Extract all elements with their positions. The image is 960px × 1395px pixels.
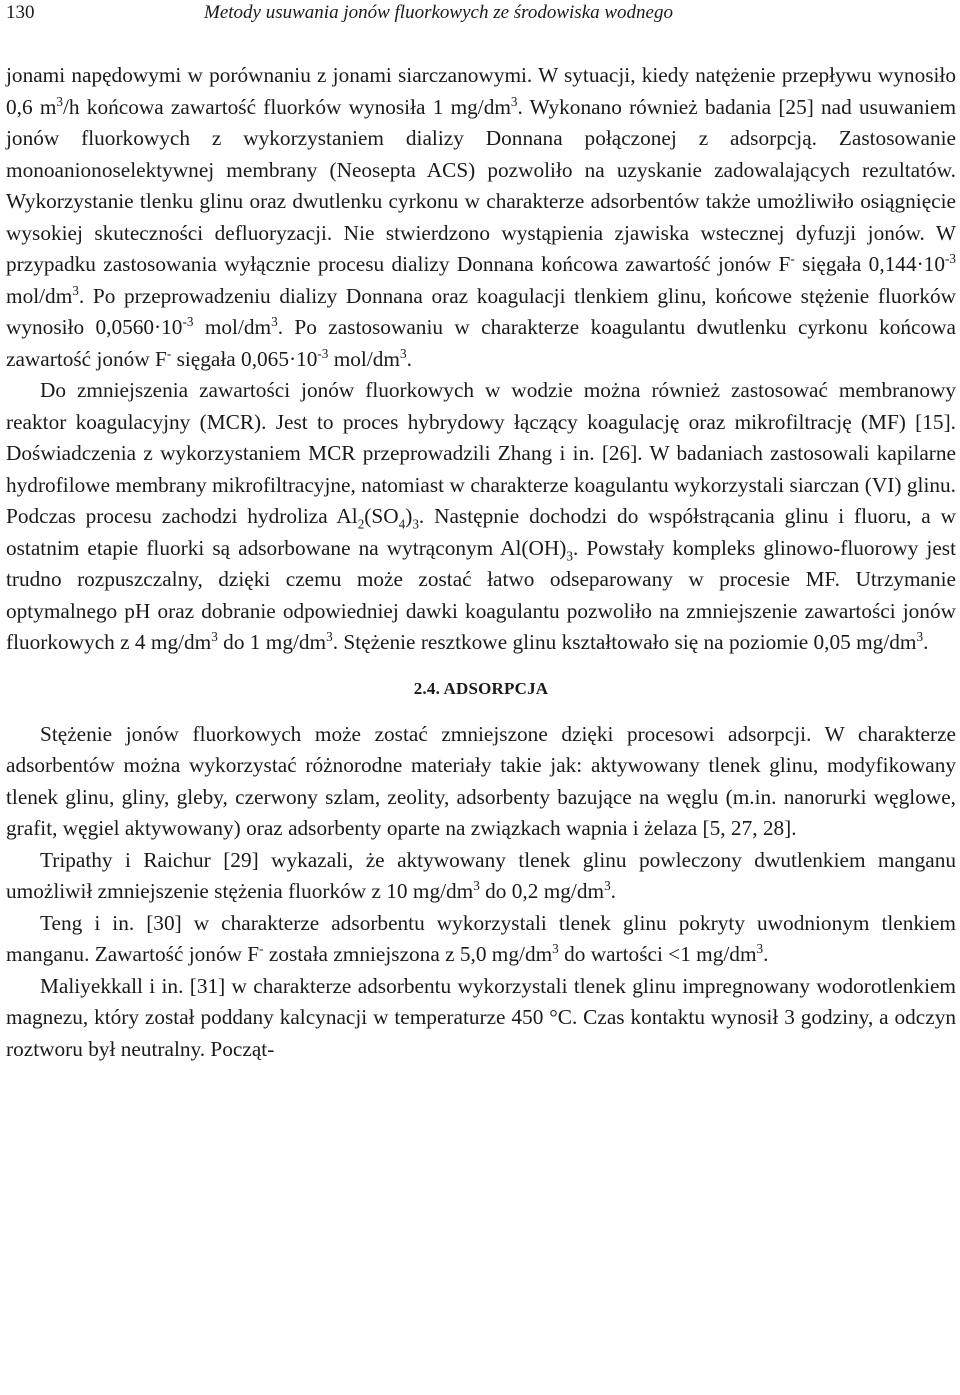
superscript: - [166,345,172,361]
text-run: sięgała 0,144·10 [794,252,945,276]
superscript: 3 [211,628,218,644]
superscript: 3 [326,628,333,644]
text-run: Tripathy i Raichur [29] wykazali, że aktywowany tlenek glinu powleczony dwutlenkiem manganu umożliwił zmniejszenie stężenia fluorków z 10 mg/dm [6,847,956,903]
running-title: Metody usuwania jonów fluorkowych ze środowiska wodnego [204,2,673,23]
paragraph-adsorption-intro [6,719,956,845]
text-run: . [923,630,929,654]
text-run: do 0,2 mg/dm [479,879,605,903]
section-heading: 2.4. ADSORPCJA [413,678,549,698]
text-run: . Następnie dochodzi do współstrącania glinu i fluoru, a w ostatnim etapie fluorki są adsorbowane na wytrąconym Al(OH) [6,504,956,560]
paragraph-maliyekkall [6,971,956,1066]
text-run: . Po zastosowaniu w charakterze koagulantu dwutlenku cyrkonu końcowa zawartość jonów F [6,315,956,371]
body-text [6,60,956,1065]
text-run: . Powstały kompleks glinowo-fluorowy jest trudno rozpuszczalny, dzięki czemu może zostać łatwo odseparowany w procesie MF. Utrzymanie optymalnego pH oraz dobranie odpowiedniej dawki koagulantu pozwoliło na zmniejszenie zawartości jonów fluorkowych z 4 mg/dm [6,535,956,654]
superscript: 3 [756,940,764,956]
page-number: 130 [6,2,35,23]
text-run: . Po przeprowadzeniu dializy Donnana oraz koagulacji tlenkiem glinu, końcowe stężenie fluorków wynosiło 0,0560·10 [6,283,956,339]
superscript: 3 [473,877,480,893]
superscript: 3 [916,628,924,644]
superscript: 3 [510,93,518,109]
superscript: 3 [72,282,79,298]
running-header [6,0,954,28]
text-run: /h końcowa zawartość fluorków wynosiła 1 mg/dm [63,94,511,119]
text-run: Maliyekkall i in. [31] w charakterze adsorbentu wykorzystali tlenek glinu impregnowany wodorotlenkiem magnezu, który został poddany kalcynacji w temperaturze 450 °C. Czas kontaktu wynosił 3 godziny, a odczyn roztworu był neutralny. Począt- [6,973,956,1061]
text-run: mol/dm [193,315,272,339]
superscript: - [259,940,264,956]
text-run: została zmniejszona z 5,0 mg/dm [263,942,553,966]
paragraph-tripathy [6,845,956,908]
superscript: 3 [399,345,407,361]
subscript: 3 [412,516,419,532]
text-run: . [610,879,616,903]
subscript: 4 [398,516,406,532]
superscript: 3 [552,940,559,956]
superscript: 3 [604,877,611,893]
text-run: Stężenie jonów fluorkowych może zostać zmniejszone dzięki procesowi adsorpcji. W charakterze adsorbentów można wykorzystać różnorodne materiały takie jak: aktywowany tlenek glinu, modyfikowany tlenek glinu, gliny, gleby, czerwony szlam, zeolity, adsorbenty bazujące na węglu (m.in. nanorurki węglowe, grafit, węgiel aktywowany) oraz adsorbenty oparte na związkach wapnia i żelaza [5, 27, 28]. [6,721,956,840]
text-run: . [763,942,769,966]
superscript: 3 [56,93,64,109]
superscript: - [790,250,795,266]
text-run: sięgała 0,065·10 [171,346,318,371]
subscript: 2 [357,516,365,532]
paragraph-donnan-dialysis [6,60,956,375]
text-run: . [406,346,412,371]
text-run: . Wykonano również badania [25] nad usuwaniem jonów fluorkowych z wykorzystaniem dializy Donnana połączonej z adsorpcją. Zastosowanie monoanionoselektywnej membrany (Neosepta ACS) pozwoliło na uzyskanie zadowalających rezultatów. Wykorzystanie tlenku glinu oraz dwutlenku cyrkonu w charakterze adsorbentów także umożliwiło osiągnięcie wysokiej skuteczności defluoryzacji. Nie stwierdzono wystąpienia zjawiska wstecznej dyfuzji jonów. W przypadku zastosowania wyłącznie procesu dializy Donnana końcowa zawartość jonów F [6,94,957,276]
text-run: ) [405,504,413,528]
paragraph-mcr [6,375,956,659]
text-run: jonami napędowymi w porównaniu z jonami siarczanowymi. W sytuacji, kiedy natężenie przepływu wynosiło 0,6 m [6,63,956,119]
text-run: do 1 mg/dm [217,630,327,654]
text-run: . Stężenie resztkowe glinu kształtowało się na poziomie 0,05 mg/dm [332,630,917,654]
superscript: -3 [944,250,956,266]
text-run: (SO [364,504,399,528]
text-run: do wartości <1 mg/dm [558,942,757,966]
superscript: -3 [317,345,329,361]
text-run: mol/dm [328,346,400,371]
text-run: mol/dm [6,283,73,308]
text-run: Teng i in. [30] w charakterze adsorbentu wykorzystali tlenek glinu pokryty uwodnionym tlenkiem manganu. Zawartość jonów F [6,910,956,966]
paragraph-teng [6,908,956,971]
subscript: 3 [566,547,573,563]
superscript: -3 [182,313,194,329]
text-run: Do zmniejszenia zawartości jonów fluorkowych w wodzie można również zastosować membranowy reaktor koagulacyjny (MCR). Jest to proces hybrydowy łączący koagulację oraz mikrofiltrację (MF) [15]. Doświadczenia z wykorzystaniem MCR przeprowadzili Zhang i in. [26]. W badaniach zastosowali kapilarne hydrofilowe membrany mikrofiltracyjne, natomiast w charakterze koagulantu wykorzystali siarczan (VI) glinu. Podczas procesu zachodzi hydroliza Al [6,378,956,528]
superscript: 3 [271,313,278,329]
